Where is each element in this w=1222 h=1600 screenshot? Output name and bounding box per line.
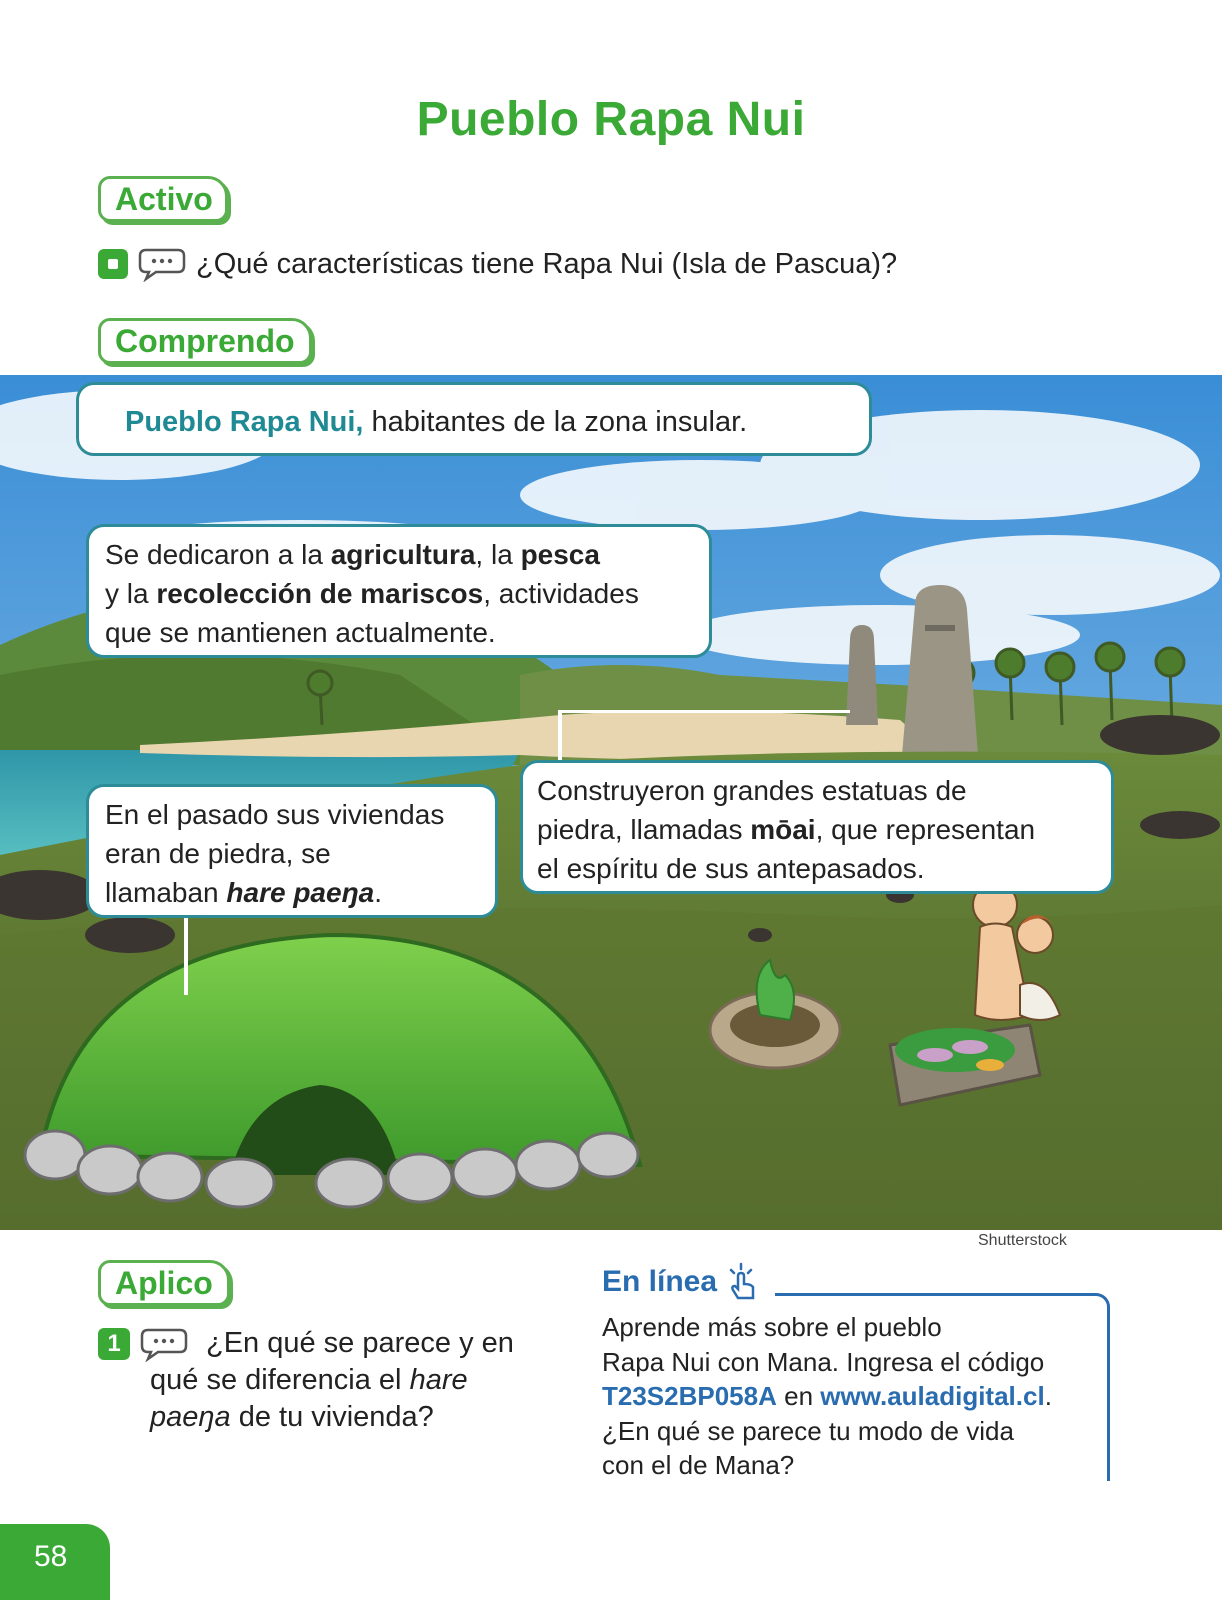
callout-houses-line3: llamaban hare paeŋa. (105, 877, 383, 908)
activo-question-row (98, 246, 897, 282)
callout-definition-term: Pueblo Rapa Nui, (125, 406, 364, 438)
aplico-question: ¿En qué se parece y en qué se diferencia el hare paeŋa de tu vivienda? (150, 1327, 514, 1433)
en-linea-text: Aprende más sobre el pueblo Rapa Nui con Mana. Ingresa el código T23S2BP058A en www.auladigital.cl. ¿En qué se parece tu modo de vida con el de Mana? (602, 1312, 1052, 1480)
callout-activities-line1: Se dedicaron a la agricultura, la pesca (105, 539, 600, 570)
callout-statues-line3: el espíritu de sus antepasados. (537, 853, 925, 884)
page-title: Pueblo Rapa Nui (416, 93, 806, 146)
callout-activities (86, 524, 712, 658)
touch-icon (725, 1262, 761, 1304)
callout-houses-line2: eran de piedra, se (105, 838, 331, 869)
callout-statues (520, 760, 1114, 894)
section-tag-comprendo: Comprendo (98, 318, 312, 364)
speech-bubble-icon (138, 246, 186, 282)
callout-definition (76, 382, 872, 456)
question-number: 1 (98, 1328, 130, 1360)
callout-definition-text: habitantes de la zona insular. (363, 406, 748, 438)
photo-credit: Shutterstock (978, 1232, 1067, 1249)
page-number: 58 (34, 1540, 68, 1573)
bullet-icon (98, 249, 128, 279)
activo-question: ¿Qué características tiene Rapa Nui (Isla de Pascua)? (196, 247, 898, 280)
callout-houses-line1: En el pasado sus viviendas (105, 799, 445, 830)
page-number-tab (0, 1524, 110, 1600)
website-link[interactable]: www.auladigital.cl (820, 1381, 1045, 1411)
pointer-line-statues-vertical (558, 710, 562, 762)
section-tag-aplico: Aplico (98, 1260, 230, 1306)
callout-houses (86, 784, 498, 918)
pointer-line-statues-horizontal (558, 710, 850, 713)
access-code: T23S2BP058A (602, 1381, 777, 1411)
callout-activities-line2: y la recolección de mariscos, actividades (105, 578, 639, 609)
pointer-line-houses (184, 905, 188, 995)
en-linea-heading: En línea (602, 1262, 761, 1304)
section-tag-activo: Activo (98, 176, 228, 222)
callout-statues-line1: Construyeron grandes estatuas de (537, 775, 967, 806)
callout-activities-line3: que se mantienen actualmente. (105, 617, 496, 648)
callout-statues-line2: piedra, llamadas mōai, que representan (537, 814, 1036, 845)
